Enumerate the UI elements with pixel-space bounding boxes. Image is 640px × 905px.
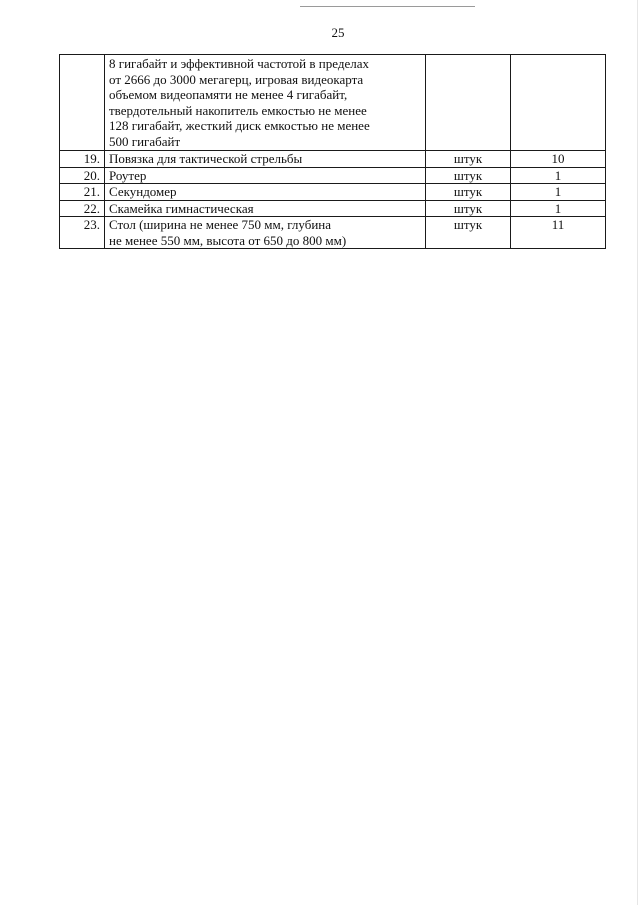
- row-qty: 1: [511, 200, 606, 217]
- continuation-line: 128 гигабайт, жесткий диск емкостью не менее: [109, 118, 370, 133]
- row-name: Скамейка гимнастическая: [105, 200, 426, 217]
- continuation-line: от 2666 до 3000 мегагерц, игровая видеокарта: [109, 71, 364, 87]
- table-row: [60, 200, 606, 217]
- row-name: [105, 217, 426, 249]
- continuation-line: 500 гигабайт: [109, 133, 181, 149]
- row-name-cell: [105, 55, 426, 151]
- row-unit: штук: [426, 217, 511, 249]
- row-name-line: не менее 550 мм, высота от 650 до 800 мм): [109, 232, 347, 248]
- table-row: [60, 167, 606, 184]
- row-number-cell: [60, 55, 105, 151]
- row-number: 19.: [60, 151, 105, 168]
- row-name: Повязка для тактической стрельбы: [105, 151, 426, 168]
- page-number: 25: [331, 25, 345, 40]
- row-qty: 10: [511, 151, 606, 168]
- continuation-line: твердотельный накопитель емкостью не менее: [109, 102, 367, 118]
- continuation-line: 8 гигабайт и эффективной частотой в пределах: [109, 56, 369, 71]
- row-unit-cell: [426, 55, 511, 151]
- row-unit: штук: [426, 151, 511, 168]
- row-unit: штук: [426, 167, 511, 184]
- row-number: 21.: [60, 184, 105, 201]
- row-unit: штук: [426, 184, 511, 201]
- row-name: Секундомер: [105, 184, 426, 201]
- table-row: [60, 184, 606, 201]
- row-name: Роутер: [105, 167, 426, 184]
- row-qty: 11: [511, 217, 606, 249]
- row-number: 20.: [60, 167, 105, 184]
- continuation-line: объемом видеопамяти не менее 4 гигабайт,: [109, 87, 348, 102]
- row-qty: 1: [511, 167, 606, 184]
- row-qty-cell: [511, 55, 606, 151]
- row-qty: 1: [511, 184, 606, 201]
- scan-edge-top: [300, 6, 475, 7]
- table-row: [60, 217, 606, 249]
- row-number: 23.: [60, 217, 105, 249]
- equipment-table: [59, 54, 606, 249]
- row-number: 22.: [60, 200, 105, 217]
- row-unit: штук: [426, 200, 511, 217]
- table-row-continuation: [60, 55, 606, 151]
- row-name-line: Стол (ширина не менее 750 мм, глубина: [109, 217, 332, 232]
- table-row: [60, 151, 606, 168]
- scan-edge-right: [637, 0, 638, 905]
